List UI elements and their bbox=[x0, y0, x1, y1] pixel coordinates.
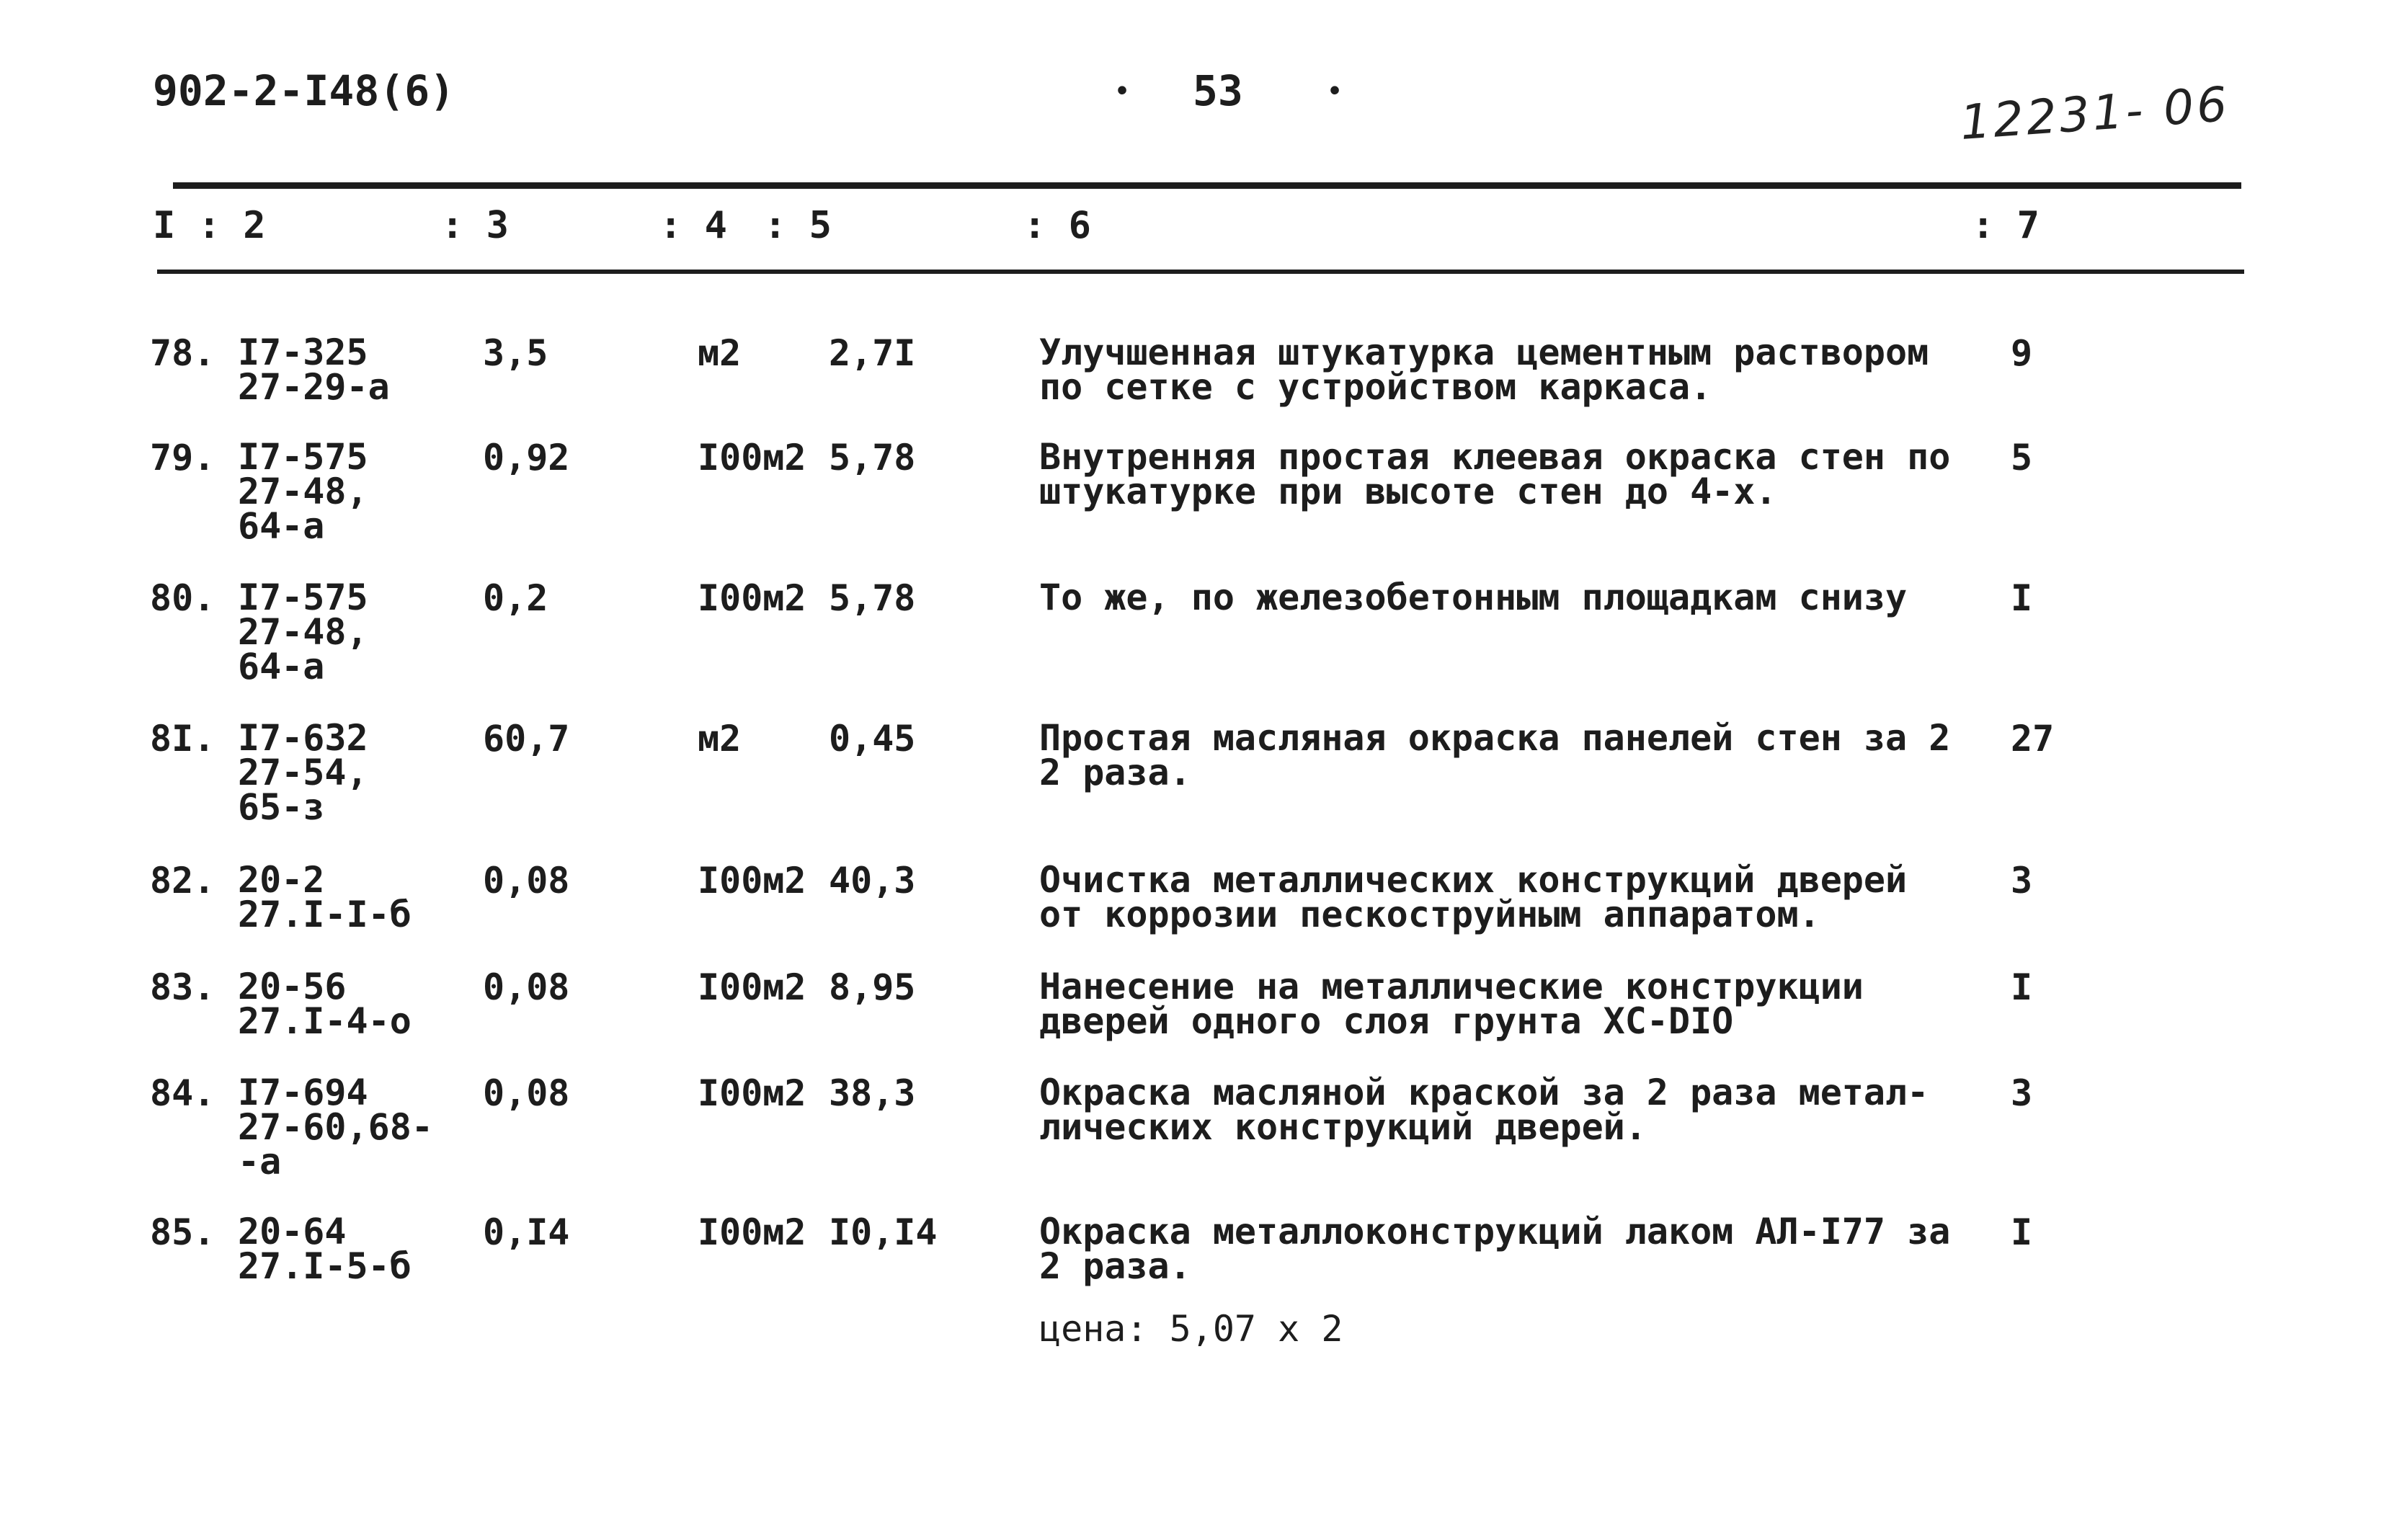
row-description: Нанесение на металлические конструкции дверей одного слоя грунта ХС-DIO bbox=[1039, 966, 1864, 1042]
row-code: 20-2 27.I-I-б bbox=[238, 859, 412, 935]
row-unit: I00м2 bbox=[698, 966, 806, 1008]
row-unit: I00м2 bbox=[698, 1072, 806, 1114]
row-unit: I00м2 bbox=[698, 577, 806, 619]
row-quantity: 0,2 bbox=[483, 577, 548, 619]
column-header-5: : 5 bbox=[764, 204, 832, 247]
page-dot-left: • bbox=[1113, 75, 1131, 108]
page-number: 53 bbox=[1193, 66, 1243, 115]
column-header-7: : 7 bbox=[1972, 204, 2040, 247]
row-code: I7-632 27-54, 65-з bbox=[238, 717, 368, 828]
document-code: 902-2-I48(6) bbox=[153, 66, 455, 115]
row-description: Окраска металлоконструкций лаком АЛ-I77 за 2 раза. bbox=[1039, 1211, 1951, 1287]
row-quantity: 60,7 bbox=[483, 718, 570, 760]
row-code: I7-575 27-48, 64-а bbox=[238, 436, 368, 547]
column-header-6: : 6 bbox=[1023, 204, 1091, 247]
row-description: Простая масляная окраска панелей стен за 2 2 раза. bbox=[1039, 717, 1951, 793]
table-top-rule bbox=[173, 182, 2241, 189]
row-category: 9 bbox=[2011, 332, 2033, 374]
row-number: 78. bbox=[150, 332, 215, 374]
row-price: I0,I4 bbox=[829, 1211, 938, 1253]
row-code: 20-64 27.I-5-б bbox=[238, 1211, 412, 1287]
row-category: 3 bbox=[2011, 860, 2033, 902]
row-code: I7-575 27-48, 64-а bbox=[238, 577, 368, 687]
column-header-3: : 3 bbox=[441, 204, 509, 247]
row-price: 38,3 bbox=[829, 1072, 916, 1114]
row-quantity: 0,08 bbox=[483, 966, 570, 1008]
row-number: 79. bbox=[150, 437, 215, 479]
row-number: 82. bbox=[150, 860, 215, 902]
row-quantity: 0,08 bbox=[483, 860, 570, 902]
row-category: 5 bbox=[2011, 437, 2033, 479]
row-number: 85. bbox=[150, 1211, 215, 1253]
row-price: 5,78 bbox=[829, 437, 916, 479]
row-description: Окраска масляной краской за 2 раза метал- лических конструкций дверей. bbox=[1039, 1072, 1929, 1148]
row-number: 80. bbox=[150, 577, 215, 619]
row-code: I7-694 27-60,68- -а bbox=[238, 1072, 433, 1183]
row-description: То же, по железобетонным площадкам снизу bbox=[1039, 577, 1908, 618]
price-note: цена: 5,07 х 2 bbox=[1039, 1308, 1343, 1350]
row-category: I bbox=[2011, 577, 2033, 619]
row-category: 3 bbox=[2011, 1072, 2033, 1114]
row-number: 84. bbox=[150, 1072, 215, 1114]
page-dot-right: • bbox=[1326, 75, 1344, 108]
row-description: Улучшенная штукатурка цементным раствором по сетке с устройством каркаса. bbox=[1039, 331, 1929, 408]
row-code: I7-325 27-29-а bbox=[238, 331, 390, 408]
row-description: Очистка металлических конструкций дверей от коррозии пескоструйным аппаратом. bbox=[1039, 859, 1908, 935]
row-unit: м2 bbox=[698, 332, 742, 374]
row-quantity: 0,I4 bbox=[483, 1211, 570, 1253]
row-unit: I00м2 bbox=[698, 860, 806, 902]
row-number: 8I. bbox=[150, 718, 215, 760]
row-quantity: 0,92 bbox=[483, 437, 570, 479]
row-number: 83. bbox=[150, 966, 215, 1008]
row-price: 8,95 bbox=[829, 966, 916, 1008]
archive-number-handwritten: 12231- 06 bbox=[1958, 76, 2232, 151]
row-code: 20-56 27.I-4-о bbox=[238, 966, 412, 1042]
row-unit: I00м2 bbox=[698, 1211, 806, 1253]
row-price: 2,7I bbox=[829, 332, 916, 374]
row-quantity: 3,5 bbox=[483, 332, 548, 374]
row-category: 27 bbox=[2011, 718, 2055, 760]
column-header-1-2: I : 2 bbox=[153, 204, 266, 247]
row-price: 40,3 bbox=[829, 860, 916, 902]
row-price: 5,78 bbox=[829, 577, 916, 619]
row-unit: м2 bbox=[698, 718, 742, 760]
column-header-4: : 4 bbox=[659, 204, 727, 247]
row-price: 0,45 bbox=[829, 718, 916, 760]
row-description: Внутренняя простая клеевая окраска стен по штукатурке при высоте стен до 4-х. bbox=[1039, 436, 1951, 512]
table-header-rule bbox=[157, 270, 2244, 274]
row-category: I bbox=[2011, 966, 2033, 1008]
row-unit: I00м2 bbox=[698, 437, 806, 479]
row-category: I bbox=[2011, 1211, 2033, 1253]
row-quantity: 0,08 bbox=[483, 1072, 570, 1114]
